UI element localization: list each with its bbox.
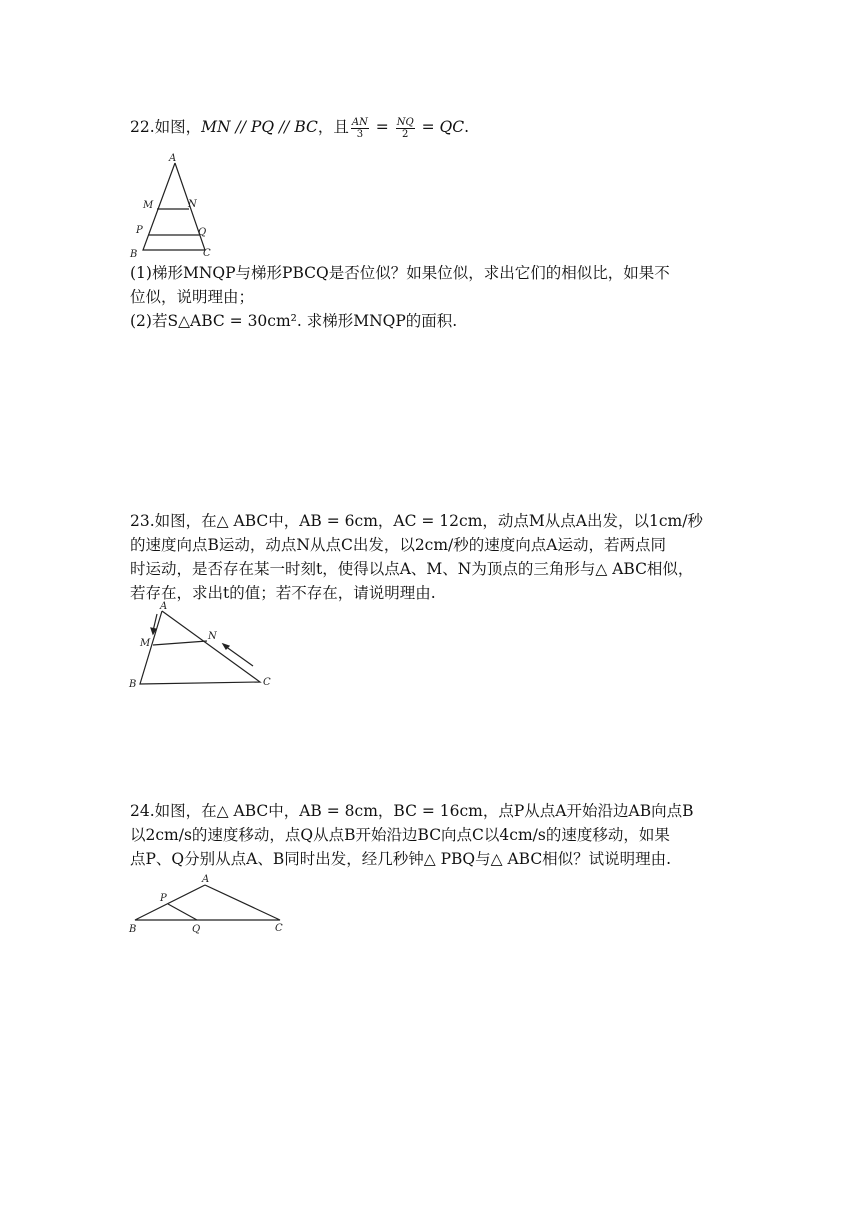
segment-mn-23 bbox=[153, 641, 207, 645]
segment-pq-24 bbox=[168, 904, 197, 920]
label-m-22: M bbox=[143, 200, 154, 211]
problem-22-statement bbox=[130, 115, 730, 140]
equals-qc: = QC bbox=[416, 118, 465, 136]
label-c-24: C bbox=[275, 923, 283, 934]
problem-24-line1: 24.如图，在△ ABC中，AB = 8cm，BC = 16cm，点P从点A开始沿边AB向点B bbox=[130, 802, 694, 820]
problem-24-line2: 以2cm/s的速度移动，点Q从点B开始沿边BC向点C以4cm/s的速度移动，如果 bbox=[130, 826, 670, 844]
problem-23-line2: 的速度向点B运动，动点N从点C出发，以2cm/秒的速度向点A运动，若两点同 bbox=[130, 536, 666, 554]
label-n-23: N bbox=[208, 631, 217, 642]
problem-23-line4: 若存在，求出t的值；若不存在，请说明理由. bbox=[130, 584, 436, 602]
label-q-22: Q bbox=[198, 227, 207, 238]
label-a-23: A bbox=[160, 601, 168, 612]
problem-22-period: . bbox=[464, 118, 470, 136]
equals-sign-1: = bbox=[370, 118, 394, 136]
problem-23 bbox=[130, 509, 730, 605]
label-b-24: B bbox=[129, 924, 137, 935]
fraction-nq-denominator: 2 bbox=[402, 128, 409, 140]
figure-23-triangle bbox=[125, 598, 285, 693]
figure-24-triangle bbox=[125, 870, 295, 940]
problem-22-and: ，且 bbox=[317, 118, 349, 136]
label-a-22: A bbox=[169, 153, 177, 164]
problem-24-line3: 点P、Q分别从点A、B同时出发，经几秒钟△ PBQ与△ ABC相似？试说明理由. bbox=[130, 850, 672, 868]
fraction-an-denominator: 3 bbox=[356, 128, 364, 140]
fraction-an-3 bbox=[351, 117, 369, 140]
label-b-22: B bbox=[130, 249, 138, 260]
triangle-abc-23 bbox=[140, 611, 260, 684]
problem-24 bbox=[130, 799, 730, 871]
figure-22-trapezoid bbox=[125, 150, 225, 260]
triangle-abc-24 bbox=[135, 885, 280, 920]
label-c-22: C bbox=[203, 248, 211, 259]
problem-22 bbox=[130, 115, 730, 140]
fraction-nq-numerator: NQ bbox=[396, 116, 414, 128]
label-n-22: N bbox=[188, 199, 197, 210]
question-22-1-line1: (1)梯形MNQP与梯形PBCQ是否位似？如果位似，求出它们的相似比，如果不 bbox=[130, 264, 670, 282]
label-b-23: B bbox=[129, 679, 137, 690]
label-q-24: Q bbox=[192, 924, 201, 935]
label-a-24: A bbox=[202, 874, 210, 885]
arrow-n-shaft bbox=[225, 646, 253, 666]
question-22-2: (2)若S△ABC = 30cm². 求梯形MNQP的面积. bbox=[130, 312, 458, 330]
fraction-an-numerator: AN bbox=[351, 116, 368, 128]
label-c-23: C bbox=[263, 677, 271, 688]
problem-23-line3: 时运动，是否存在某一时刻t，使得以点A、M、N为顶点的三角形与△ ABC相似， bbox=[130, 560, 694, 578]
fraction-nq-2 bbox=[396, 117, 415, 140]
problem-22-prefix: 22.如图， bbox=[130, 118, 202, 136]
problem-23-line1: 23.如图，在△ ABC中，AB = 6cm，AC = 12cm，动点M从点A出发，以1cm/秒 bbox=[130, 512, 703, 530]
label-p-22: P bbox=[136, 225, 143, 236]
label-m-23: M bbox=[140, 638, 151, 649]
label-p-24: P bbox=[160, 893, 167, 904]
question-22-1-line2: 位似，说明理由； bbox=[130, 288, 255, 306]
problem-22-questions bbox=[130, 261, 730, 333]
problem-22-parallel-math: MN // PQ // BC bbox=[201, 118, 318, 136]
